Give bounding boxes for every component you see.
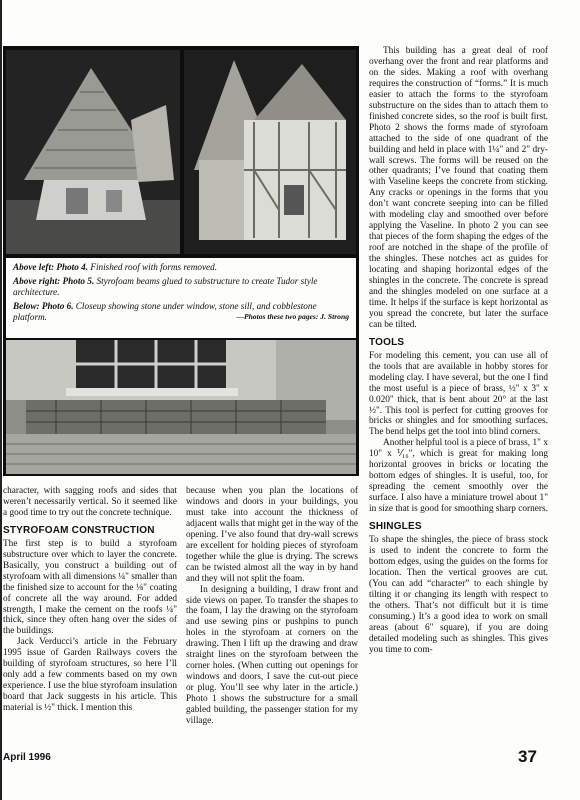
photo-6-stone-closeup (6, 340, 356, 474)
paragraph: For modeling this cement, you can use all of the tools that are available in hobby stores for modeling clay. I have several, but the one I find the most useful is a piece of brass, ½" x 3" x 0.020" thick, that is bent about 20° at the last ½". This tool is perfect for cutting grooves for bricks or shingles and for smoothing surfaces. The bend helps get the tool into blind corners. (369, 350, 548, 438)
text-column-1 (3, 486, 177, 714)
paragraph: Another helpful tool is a piece of brass, 1" x 10" x ⅟₁₆", which is great for making long horizontal grooves in bricks or locating the bottom edges of shingles. It is useful, too, for spreading the cement smoothly over the surface. I also have a miniature trowel about 1" in size that is good for smoothing sharp corners. (369, 438, 548, 515)
photo-credit: —Photos these two pages: J. Strong (236, 312, 349, 321)
paragraph: This building has a great deal of roof overhang over the front and rear platforms and on the sides. Making a roof with overhang requires the construction of “forms.” It is much easier to attach the forms to the styrofoam substructure on the sides than to attach them to finished concrete sides, so the roof is built first. Photo 2 shows the forms made of styrofoam attached to the side of one quadrant of the building and held in place with 1¼" and 2" dry-wall screws. The forms will be reused on the other quadrants; I’ve found that coating them with Vaseline keeps the concrete from sticking. Any cracks or openings in the forms that you don’t want concrete seeping into can be filled with modeling clay and smoothed over before applying the Vaseline. In photo 2 you can see that pieces of the form shaping the edges of the roof are notched in the shape of the profile of the shingles. These notches act as guides for locating and shaping horizontal edges of the shingles in the concrete. The concrete is spread and the shingles modeled on one surface at a time. It helps if the surface is kept horizontal as you spread the concrete, but later the surface can be tilted. (369, 46, 548, 330)
heading-tools: TOOLS (369, 336, 405, 348)
paragraph: because when you plan the locations of windows and doors in your buildings, you must take into account the thickness of adjacent walls that might get in the way of the opening. I’ve also found that dry-wall screws are excellent for holding pieces of styrofoam together while the glue is drying. The screws can be twisted almost all the way in by hand and they will not split the foam. (186, 486, 358, 584)
photo-4-finished-roof (6, 50, 180, 254)
page-number: 37 (518, 747, 537, 766)
paragraph: In designing a building, I draw front and side views on paper. To transfer the shapes to the foam, I lay the drawing on the styrofoam and use sewing pins or pushpins to punch holes in the styrofoam at corners on the drawing. Then I lift up the drawing and draw straight lines on the styrofoam between the corner holes. (When cutting out openings for windows and doors, I save the cut-out piece or plug. You’ll see why later in the article.) Photo 1 shows the substructure for a small gabled building, the passenger station for my village. (186, 584, 358, 727)
issue-date: April 1996 (3, 752, 51, 763)
paragraph: character, with sagging roofs and sides that weren’t necessarily vertical. So it seemed like a good time to try out the concrete technique. (3, 486, 177, 518)
page-edge (0, 0, 2, 800)
text-column-3 (369, 46, 548, 655)
paragraph: The first step is to build a styrofoam substructure over which to layer the concrete. Basically, you construct a building out of styrofoam with all dimensions ¼" smaller than the finished size to account for the ⅛" coating of concrete all the way around. For added strength, I make the cement on the roofs ¼" thick, since they often hang over the sides of the buildings. (3, 538, 177, 637)
heading-styrofoam-construction: STYROFOAM CONSTRUCTION (3, 524, 155, 536)
paragraph: Jack Verducci’s article in the February 1995 issue of Garden Railways covers the building of styrofoam structures, so here I’ll only add a few comments based on my own experience. I use the blue styrofoam insulation board that Jack suggests in his article. This material is ½" thick. I mention this (3, 637, 177, 714)
caption-photo-5: Above right: Photo 5. Styrofoam beams glued to substructure to create Tudor style architecture. (13, 276, 318, 297)
photo-block (3, 46, 359, 476)
text-column-2 (186, 486, 358, 727)
caption-photo-6: Below: Photo 6. Closeup showing stone under window, stone sill, and cobblestone platform. —Photos these two pages: J. Strong (13, 301, 349, 322)
caption-photo-4: Above left: Photo 4. Finished roof with forms removed. (13, 262, 217, 272)
paragraph: To shape the shingles, the piece of brass stock is used to indent the concrete to form the bottom edges, using the guides on the forms for location. Then the vertical grooves are cut. (You can add “character” to each shingle by tilting it or changing its length with respect to the others. That’s not difficult but it is time consuming.) It’s a good idea to work on small areas (about 6" square), if you are doing detailed modeling such as shingles. This gives you time to com- (369, 534, 548, 655)
photo-5-tudor-beams (184, 50, 356, 254)
heading-shingles: SHINGLES (369, 521, 422, 533)
photo-captions (6, 258, 356, 338)
